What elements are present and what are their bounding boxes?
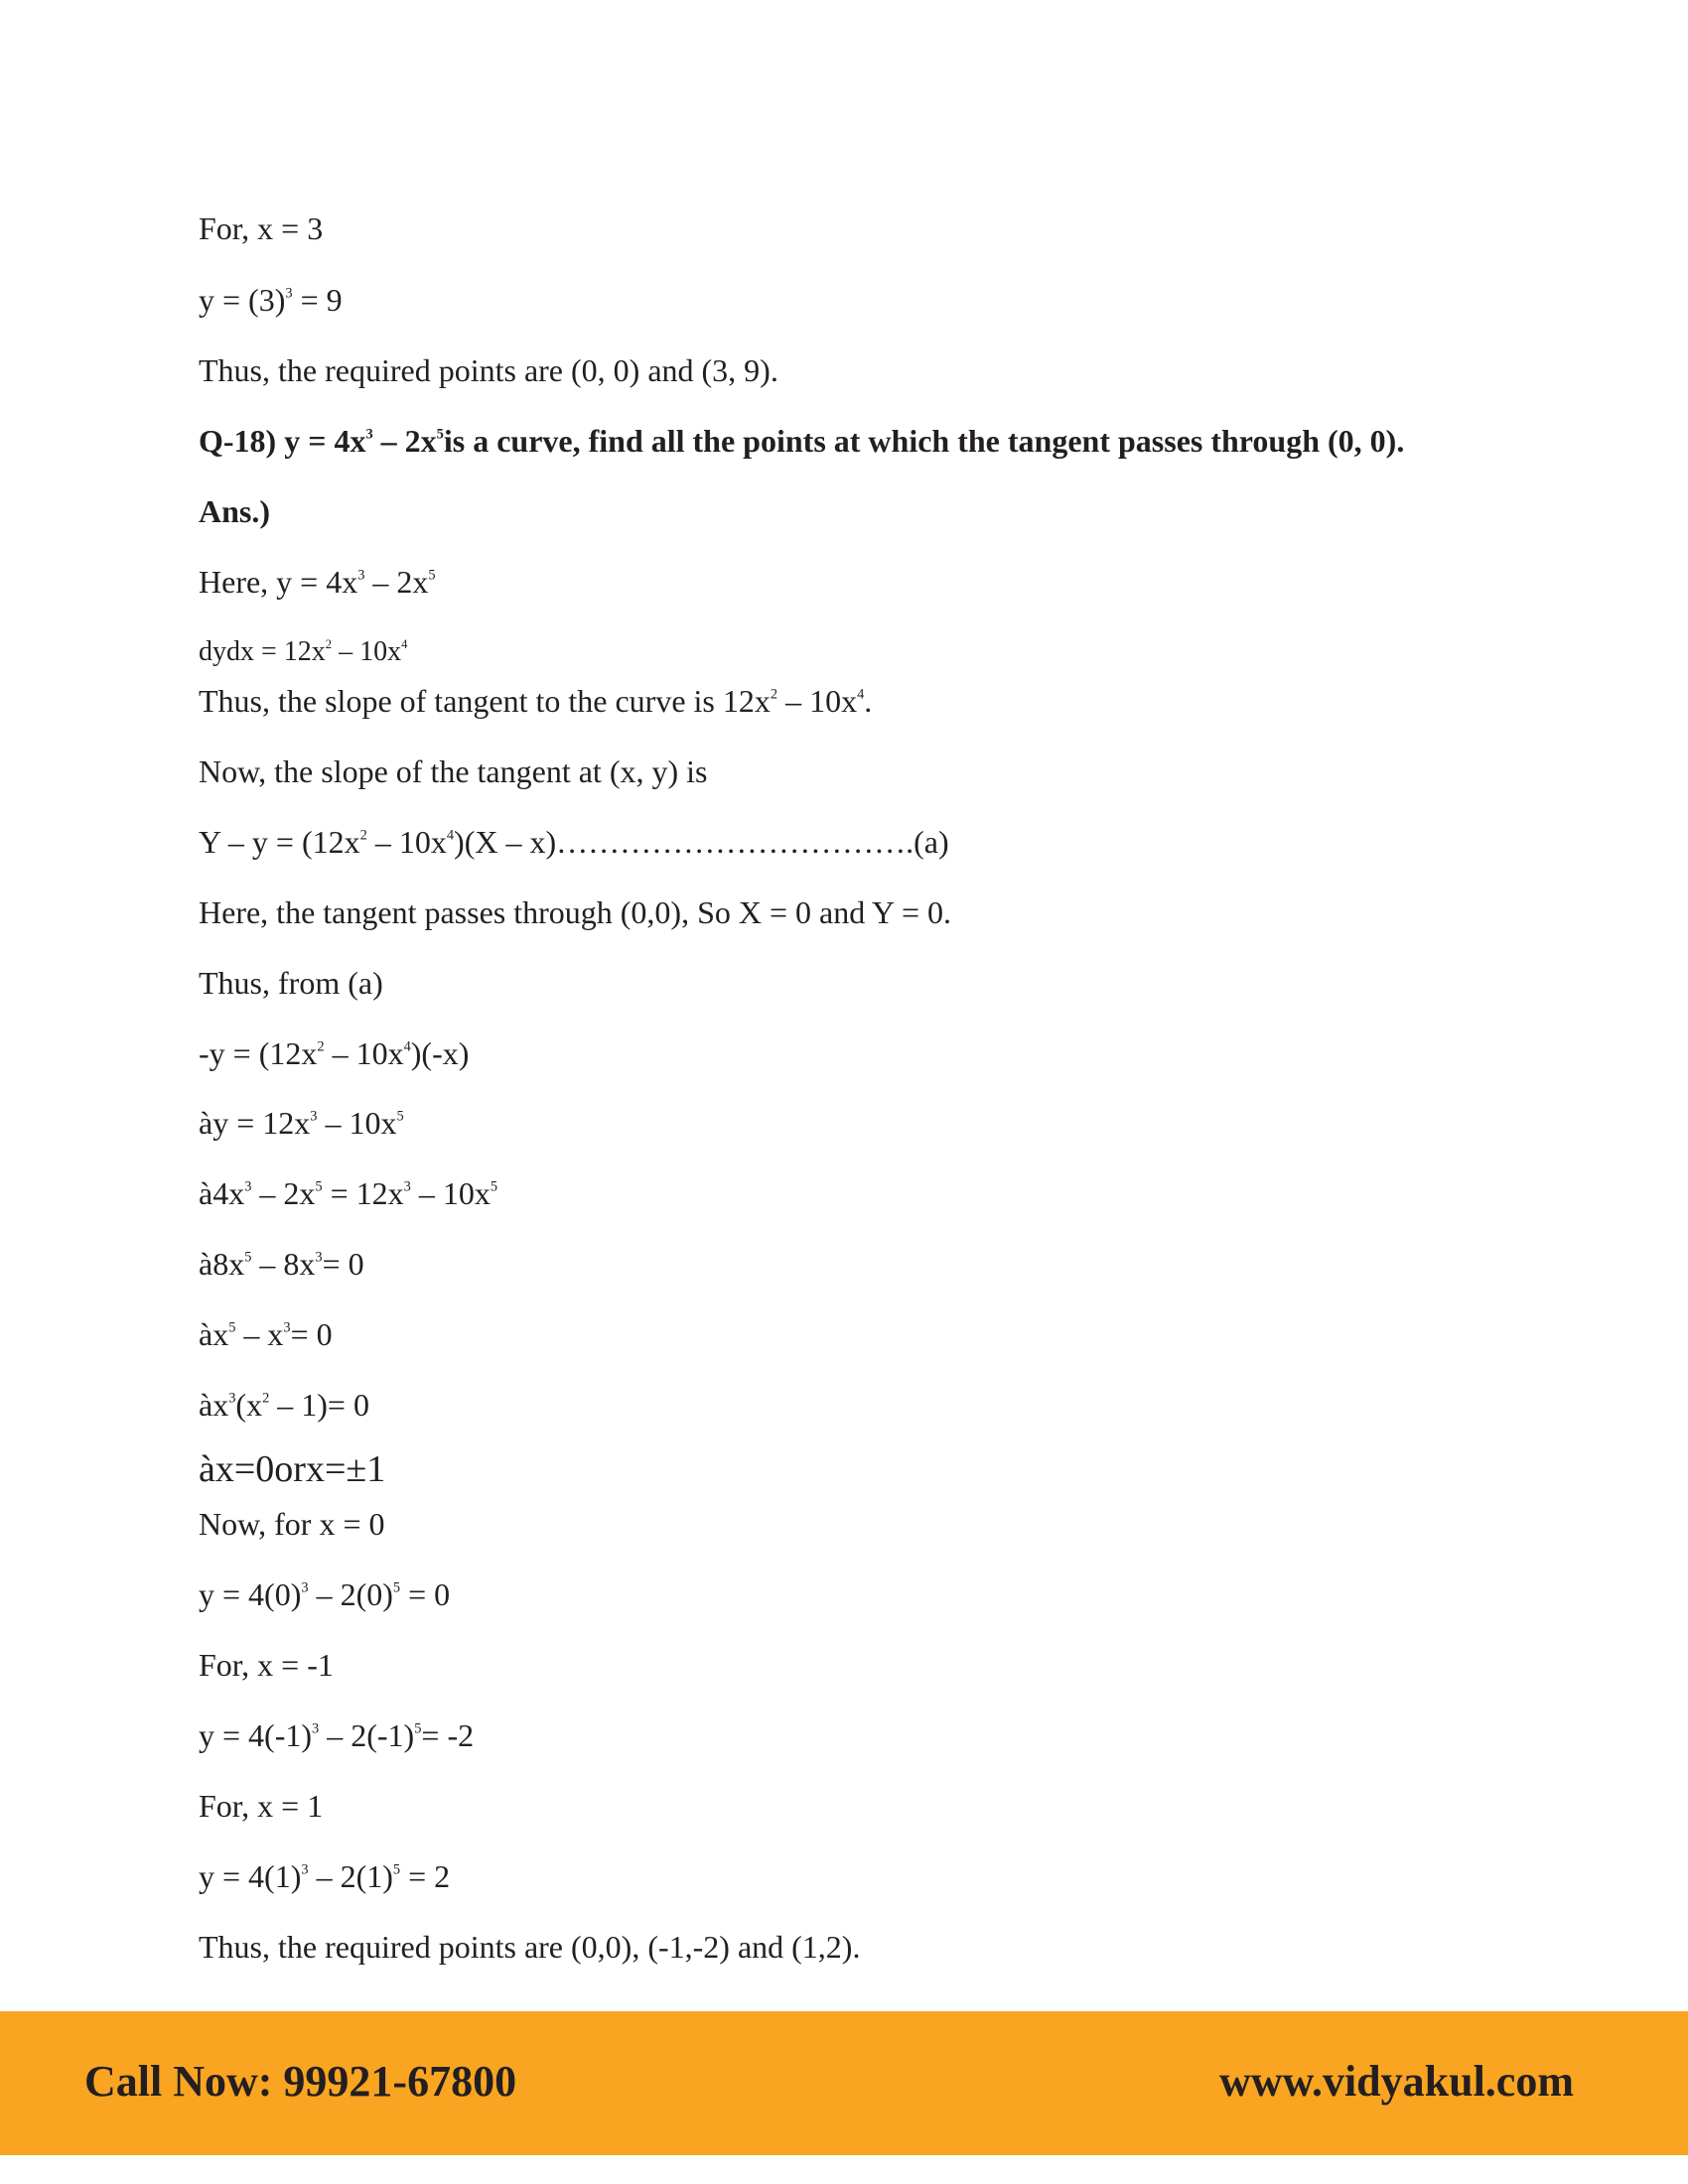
footer-banner — [0, 2011, 1688, 2155]
equation-line: $Y - y = (12x^2 - 10x^4)(X$ – x)…………………………….(a) — [199, 824, 949, 860]
text-line: Thus, the slope of tangent to the curve is $12x^2 - 10x^4$. — [199, 683, 873, 719]
equation-line: $y = 4(1)^3 - 2(1)^5 = 2$ — [199, 1858, 451, 1894]
equation-line: $-y = (12x^2 - 10x^4)(-x)$ — [199, 1035, 470, 1071]
text-line: For, x = -1 — [199, 1647, 334, 1683]
text-line: Now, for x = 0 — [199, 1506, 385, 1542]
text-line: Here, the tangent passes through (0,0), So X = 0 and Y = 0. — [199, 894, 952, 930]
equation-line: $à8x^5 - 8x^3= 0$ — [199, 1246, 364, 1282]
equation-line: $àx^5 - x^3= 0$ — [199, 1316, 333, 1352]
text-line: Now, the slope of the tangent at (x, y) is — [199, 753, 708, 789]
text-line: Thus, the required points are (0, 0) and (3, 9). — [199, 352, 778, 388]
website-link[interactable]: www.vidyakul.com — [1219, 2057, 1574, 2106]
question-heading: Q-18) $y = 4x^3 - 2x^5is$ a curve, find all the points at which the tangent passes through (0, 0). — [199, 423, 1405, 459]
equation-line: $à4x^3 - 2x^5 = 12x^3 - 10x^5$ — [199, 1175, 498, 1211]
equation-line: àx=0orx=±1 — [199, 1448, 386, 1490]
text-line: Thus, the required points are (0,0), (-1,-2) and (1,2). — [199, 1929, 861, 1965]
equation-line: Here, $y = 4x^3 - 2x^5$ — [199, 564, 436, 600]
answer-label: Ans.) — [199, 493, 271, 529]
equation-line: $y = 4(0)^3 - 2(0)^5 = 0$ — [199, 1576, 451, 1612]
text-line: For, x = 1 — [199, 1788, 324, 1824]
equation-line: $y = (3)^3 = 9$ — [199, 282, 343, 318]
equation-line: $àx^3(x^2 - 1)= 0$ — [199, 1387, 369, 1423]
text-line: Thus, from (a) — [199, 965, 383, 1001]
call-now-text: Call Now: 99921-67800 — [84, 2057, 517, 2106]
equation-line: dydx = $12x^2 - 10x^4$ — [199, 636, 408, 667]
equation-line: $y = 4(-1)^3 - 2(-1)^5= -2$ — [199, 1717, 475, 1753]
equation-line: ày = $12x^3 - 10x^5$ — [199, 1105, 404, 1141]
text-line: For, x = 3 — [199, 210, 324, 246]
